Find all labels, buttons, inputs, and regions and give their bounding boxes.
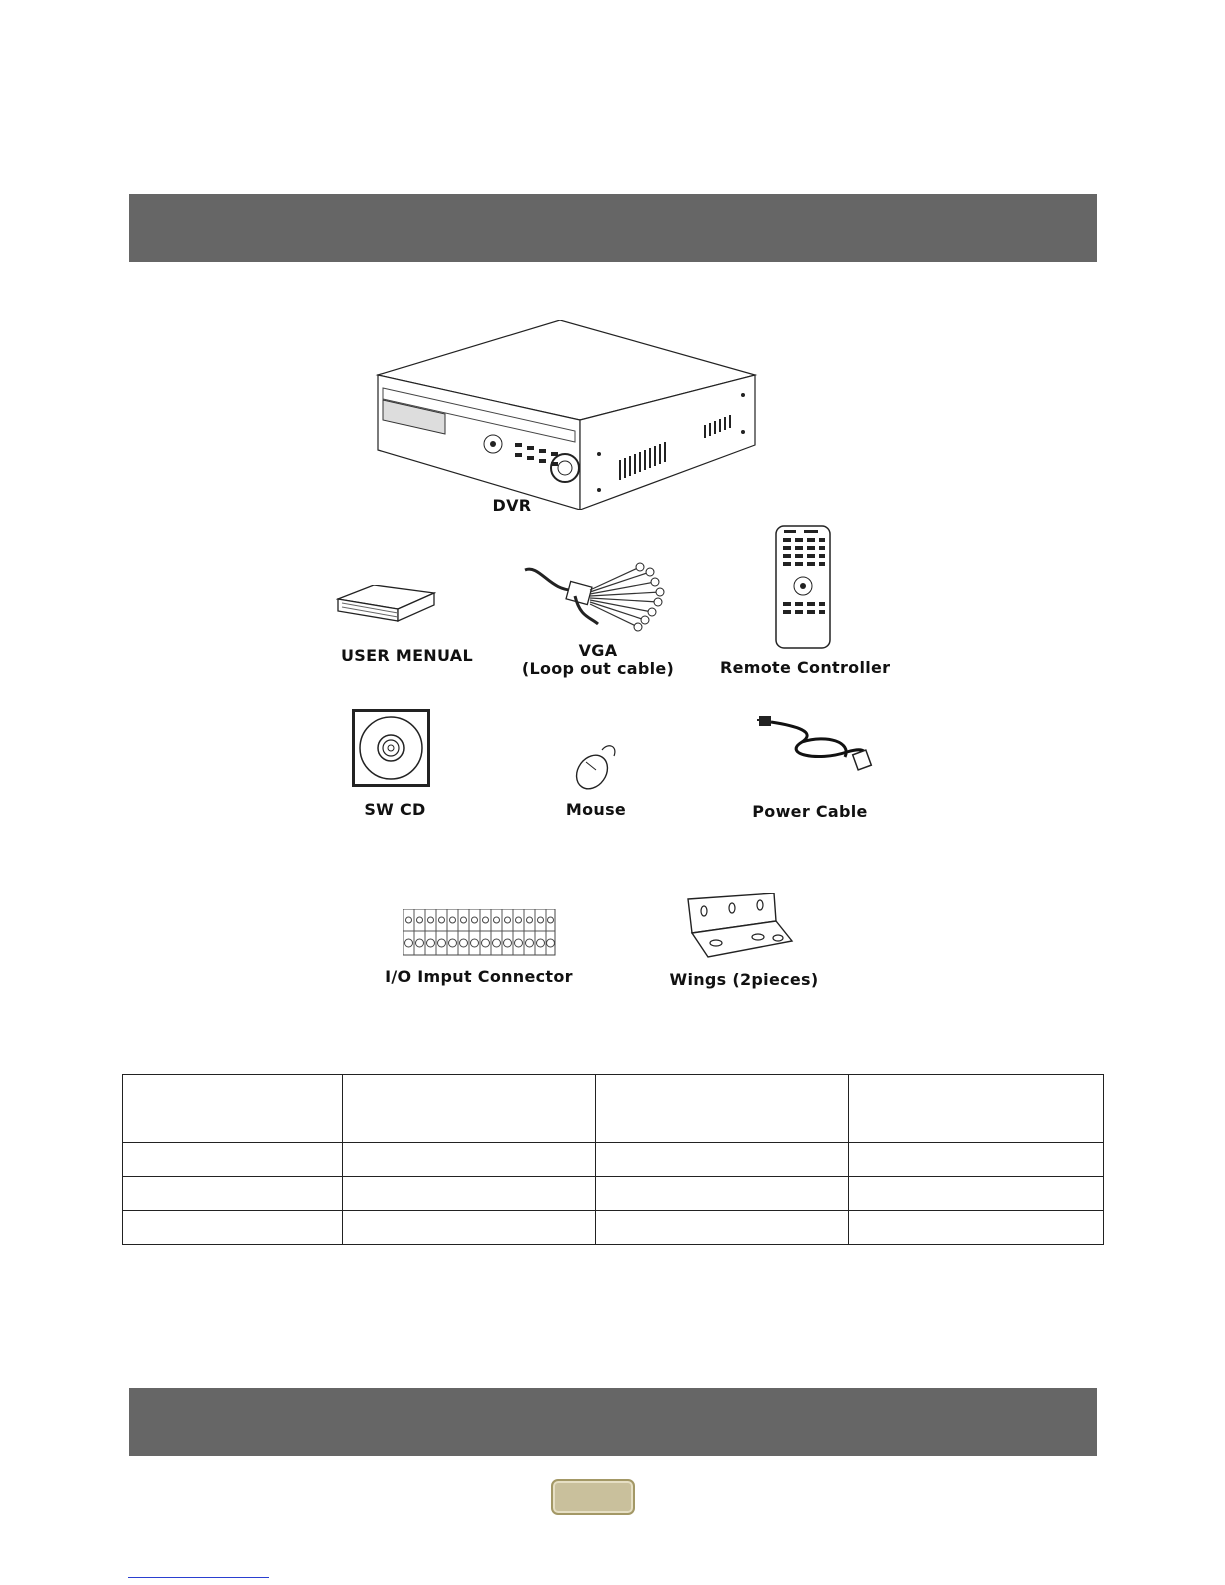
table-cell [343,1211,596,1245]
page-number-badge [551,1479,635,1515]
remote-icon [774,524,832,652]
item-label-io-connector: I/O Imput Connector [385,967,573,986]
table-cell [343,1075,596,1143]
table-cell [596,1211,849,1245]
book-icon [336,585,436,625]
cd-icon [352,709,430,787]
item-label-remote: Remote Controller [720,658,891,677]
item-label-dvr: DVR [492,496,532,515]
table-cell [123,1075,343,1143]
item-label-vga: VGA [578,641,618,660]
table-cell [849,1211,1104,1245]
dvr-icon [375,320,775,510]
table-cell [596,1075,849,1143]
table-cell [596,1177,849,1211]
item-label-sw-cd: SW CD [364,800,426,819]
item-label-user-manual: USER MENUAL [341,646,473,665]
table-header-row [123,1075,1104,1143]
spec-table [122,1074,1104,1245]
table-row [123,1177,1104,1211]
table-cell [343,1143,596,1177]
table-cell [849,1177,1104,1211]
table-cell [123,1177,343,1211]
table-cell [849,1075,1104,1143]
power-cable-icon [757,712,877,782]
terminal-block-icon [403,909,563,957]
table-cell [596,1143,849,1177]
item-label-mouse: Mouse [565,800,627,819]
table-row [123,1143,1104,1177]
section-header-bar [129,194,1097,262]
section-header-bar-bottom [129,1388,1097,1456]
item-label-vga-sub: (Loop out cable) [521,659,675,678]
item-label-power-cable: Power Cable [752,802,868,821]
table-row [123,1211,1104,1245]
mouse-icon [572,742,624,792]
table-cell [123,1211,343,1245]
table-cell [123,1143,343,1177]
vga-cable-icon [520,562,670,637]
bracket-icon [684,893,794,961]
item-label-wings: Wings (2pieces) [669,970,819,989]
table-cell [849,1143,1104,1177]
footer-link[interactable] [128,1576,269,1578]
table-cell [343,1177,596,1211]
